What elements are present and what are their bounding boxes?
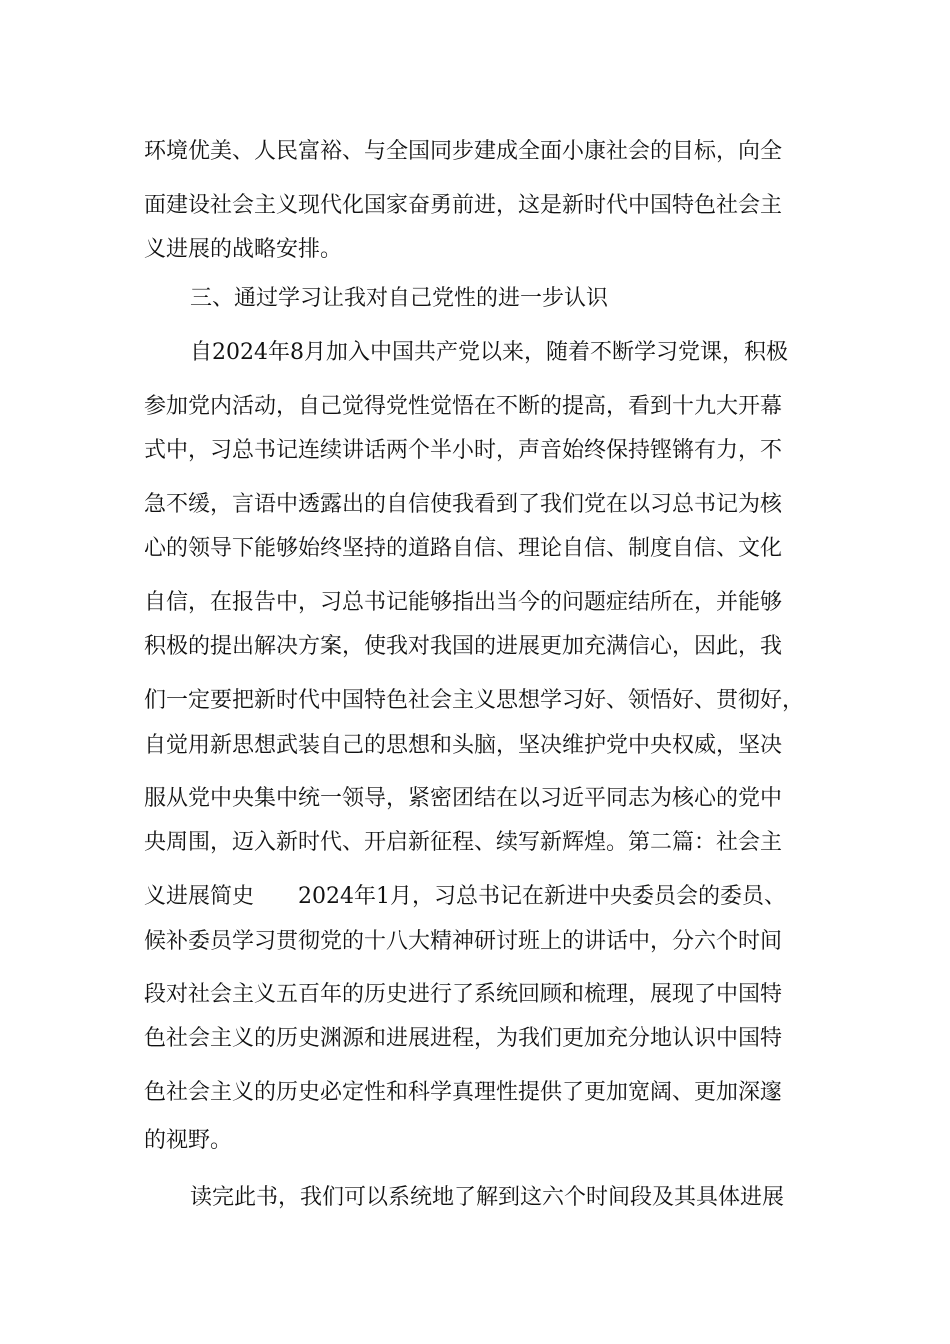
text-line-8: 急不缓，言语中透露出的自信使我看到了我们党在以习总书记为核 [144, 492, 783, 517]
text-line-10: 自信，在报告中，习总书记能够指出当今的问题症结所在，并能够 [144, 590, 783, 615]
text-line-15: 央周围，迈入新时代、开启新征程、续写新辉煌。第二篇：社会主 [144, 830, 783, 855]
text-line-9: 心的领导下能够始终坚持的道路自信、理论自信、制度自信、文化 [144, 536, 783, 561]
text-line-12: 们一定要把新时代中国特色社会主义思想学习好、领悟好、贯彻好， [144, 688, 805, 713]
text-line-1: 环境优美、人民富裕、与全国同步建成全面小康社会的目标，向全 [144, 139, 783, 164]
text-line-3: 义进展的战略安排。 [144, 237, 343, 262]
text-line-16: 义进展简史 2024年1月，习总书记在新进中央委员会的委员、 [144, 884, 786, 909]
text-line-11: 积极的提出解决方案，使我对我国的进展更加充满信心，因此，我 [144, 634, 783, 659]
text-line-6: 参加党内活动，自己觉得党性觉悟在不断的提高，看到十九大开幕 [144, 394, 783, 419]
text-line-22: 读完此书，我们可以系统地了解到这六个时间段及其具体进展 [190, 1185, 785, 1210]
text-line-5: 自2024年8月加入中国共产党以来，随着不断学习党课，积极 [190, 340, 788, 365]
text-line-2: 面建设社会主义现代化国家奋勇前进，这是新时代中国特色社会主 [144, 193, 783, 218]
text-line-20: 色社会主义的历史必定性和科学真理性提供了更加宽阔、更加深邃 [144, 1080, 783, 1105]
text-line-18: 段对社会主义五百年的历史进行了系统回顾和梳理，展现了中国特 [144, 982, 783, 1007]
section-heading: 三、通过学习让我对自己党性的进一步认识 [190, 286, 609, 311]
text-line-13: 自觉用新思想武装自己的思想和头脑，坚决维护党中央权威，坚决 [144, 733, 783, 758]
text-line-14: 服从党中央集中统一领导，紧密团结在以习近平同志为核心的党中 [144, 786, 783, 811]
text-line-21: 的视野。 [144, 1128, 233, 1153]
text-line-7: 式中，习总书记连续讲话两个半小时，声音始终保持铿锵有力，不 [144, 438, 783, 463]
text-line-19: 色社会主义的历史渊源和进展进程，为我们更加充分地认识中国特 [144, 1026, 783, 1051]
text-line-17: 候补委员学习贯彻党的十八大精神研讨班上的讲话中，分六个时间 [144, 929, 783, 954]
